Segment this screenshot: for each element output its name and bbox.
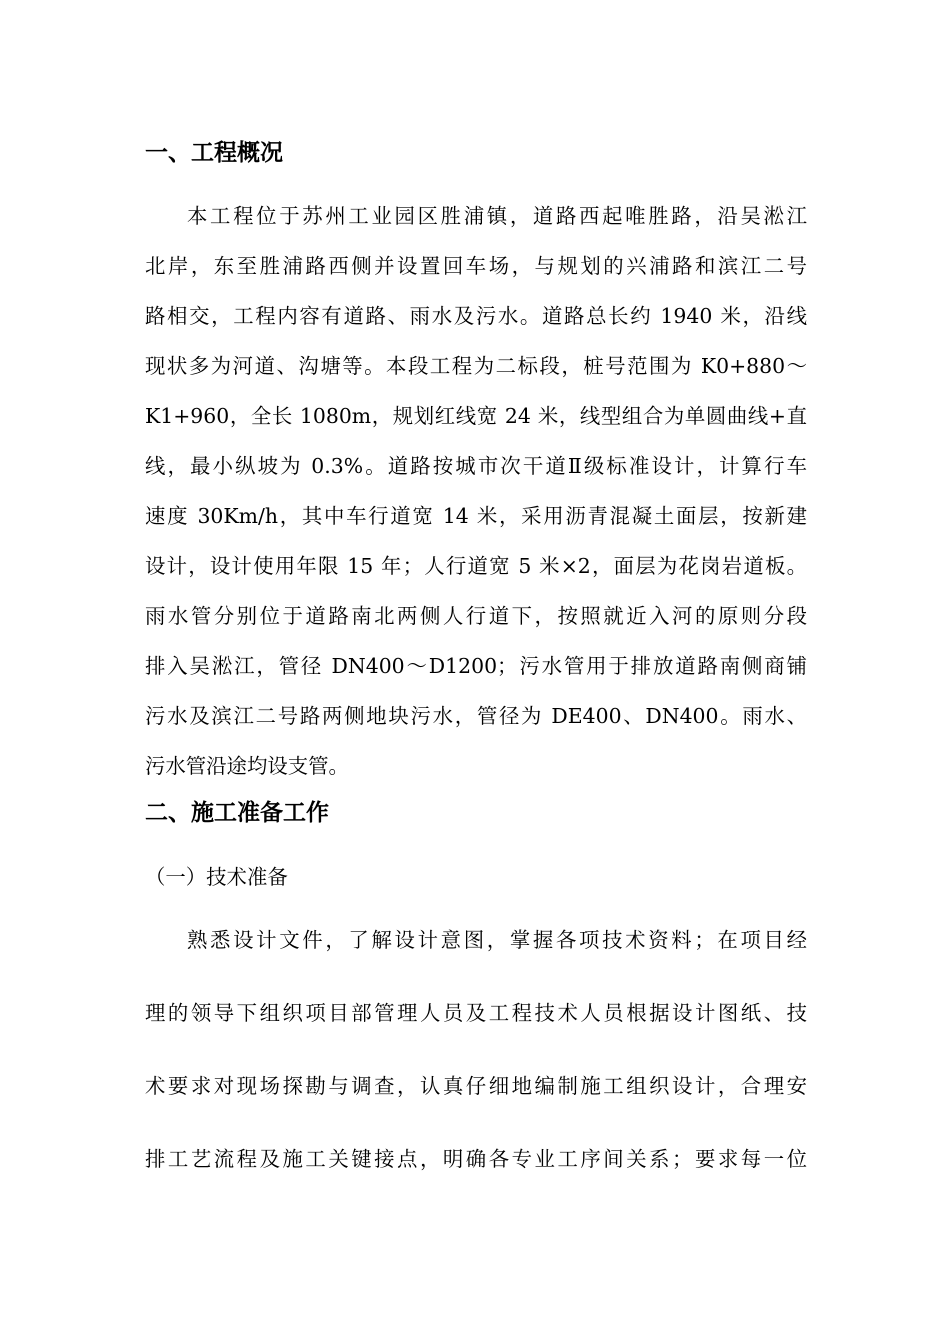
section-2-paragraph xyxy=(145,904,807,1196)
section-heading-1: 一、工程概况 xyxy=(145,139,283,166)
paragraph-line: 线，最小纵坡为 0.3%。道路按城市次干道Ⅱ级标准设计，计算行车 xyxy=(145,454,807,478)
paragraph-line: 雨水管分别位于道路南北两侧人行道下，按照就近入河的原则分段 xyxy=(145,604,807,628)
paragraph-line: 术要求对现场探勘与调查，认真仔细地编制施工组织设计，合理安 xyxy=(145,1074,807,1098)
paragraph-line: K1+960，全长 1080m，规划红线宽 24 米，线型组合为单圆曲线+直 xyxy=(145,404,807,428)
section-1-paragraph xyxy=(145,191,807,791)
paragraph-line: 本工程位于苏州工业园区胜浦镇，道路西起唯胜路，沿吴淞江 xyxy=(187,204,807,228)
paragraph-line: 污水及滨江二号路两侧地块污水，管径为 DE400、DN400。雨水、 xyxy=(145,704,807,728)
paragraph-line: 排工艺流程及施工关键接点，明确各专业工序间关系；要求每一位 xyxy=(145,1147,807,1171)
paragraph-line: 污水管沿途均设支管。 xyxy=(145,754,349,778)
paragraph-line: 排入吴淞江，管径 DN400～D1200；污水管用于排放道路南侧商铺 xyxy=(145,654,807,678)
paragraph-line: 速度 30Km/h，其中车行道宽 14 米，采用沥青混凝土面层，按新建 xyxy=(145,504,807,528)
paragraph-line: 理的领导下组织项目部管理人员及工程技术人员根据设计图纸、技 xyxy=(145,1001,807,1025)
paragraph-line: 现状多为河道、沟塘等。本段工程为二标段，桩号范围为 K0+880～ xyxy=(145,354,807,378)
paragraph-line: 北岸，东至胜浦路西侧并设置回车场，与规划的兴浦路和滨江二号 xyxy=(145,254,807,278)
paragraph-line: 熟悉设计文件，了解设计意图，掌握各项技术资料；在项目经 xyxy=(187,928,807,952)
subsection-heading-technical-prep: （一）技术准备 xyxy=(145,865,288,889)
paragraph-line: 路相交，工程内容有道路、雨水及污水。道路总长约 1940 米，沿线 xyxy=(145,304,807,328)
paragraph-line: 设计，设计使用年限 15 年；人行道宽 5 米×2，面层为花岗岩道板。 xyxy=(145,554,807,578)
section-heading-2: 二、施工准备工作 xyxy=(145,799,329,826)
